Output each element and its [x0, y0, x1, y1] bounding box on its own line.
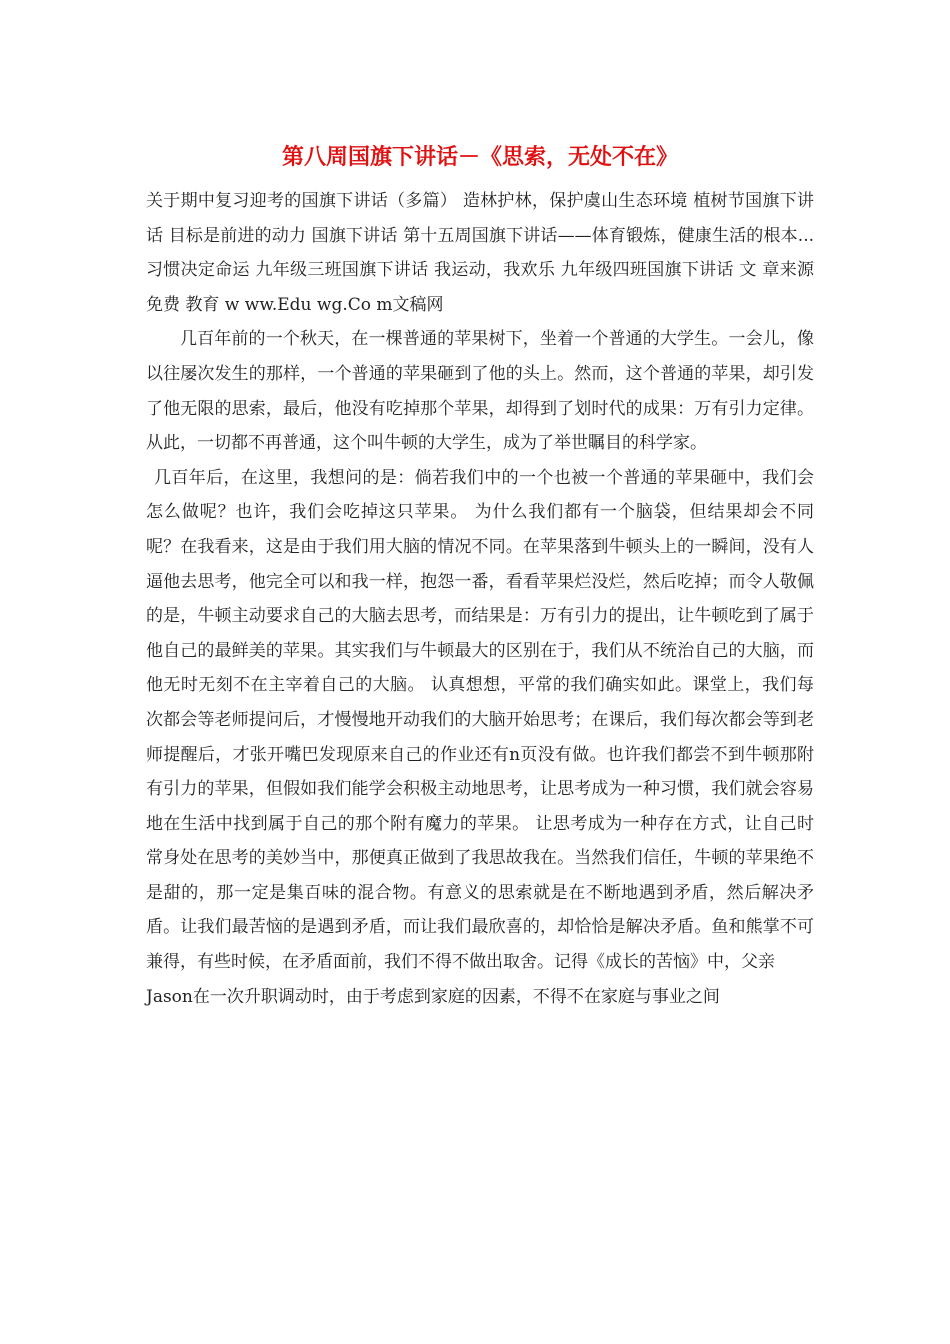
body-paragraph-2: 几百年后，在这里，我想问的是：倘若我们中的一个也被一个普通的苹果砸中，我们会怎么做呢？也许，我们会吃掉这只苹果。 为什么我们都有一个脑袋，但结果却会不同呢？在我看来，这是由于我们用大脑的情况不同。在苹果落到牛顿头上的一瞬间，没有人逼他去思考，他完全可以和我一样，抱怨一番，看看苹果烂没烂，然后吃掉；而令人敬佩的是，牛顿主动要求自己的大脑去思考，而结果是：万有引力的提出，让牛顿吃到了属于他自己的最鲜美的苹果。其实我们与牛顿最大的区别在于，我们从不统治自己的大脑，而他无时无刻不在主宰着自己的大脑。 认真想想，平常的我们确实如此。课堂上，我们每次都会等老师提问后，才慢慢地开动我们的大脑开始思考；在课后，我们每次都会等到老师提醒后，才张开嘴巴发现原来自己的作业还有n页没有做。也许我们都尝不到牛顿那附有引力的苹果，但假如我们能学会积极主动地思考，让思考成为一种习惯，我们就会容易地在生活中找到属于自己的那个附有魔力的苹果。 让思考成为一种存在方式，让自己时常身处在思考的美妙当中，那便真正做到了我思故我在。当然我们信任，牛顿的苹果绝不是甜的，那一定是集百味的混合物。有意义的思索就是在不断地遇到矛盾，然后解决矛盾。让我们最苦恼的是遇到矛盾，而让我们最欣喜的，却恰恰是解决矛盾。鱼和熊掌不可兼得，有些时候，在矛盾面前，我们不得不做出取舍。记得《成长的苦恼》中，父亲 [146, 467, 814, 973]
document-page [146, 142, 814, 1014]
document-title: 第八周国旗下讲话－《思索，无处不在》 [281, 145, 678, 170]
body-paragraph-3: Jason在一次升职调动时，由于考虑到家庭的因素，不得不在家庭与事业之间 [146, 986, 720, 1007]
intro-paragraph: 关于期中复习迎考的国旗下讲话（多篇） 造林护林，保护虞山生态环境 植树节国旗下讲话 目标是前进的动力 国旗下讲话 第十五周国旗下讲话——体育锻炼，健康生活的根本... 习惯决定命运 九年级三班国旗下讲话 我运动，我欢乐 九年级四班国旗下讲话 文 章来源免费 教育 w ww.Edu wg.Co m文稿网 [146, 191, 814, 315]
body-paragraph-1: 几百年前的一个秋天，在一棵普通的苹果树下，坐着一个普通的大学生。一会儿，像以往屡次发生的那样，一个普通的苹果砸到了他的头上。然而，这个普通的苹果，却引发了他无限的思索，最后，他没有吃掉那个苹果，却得到了划时代的成果：万有引力定律。从此，一切都不再普通，这个叫牛顿的大学生，成为了举世瞩目的科学家。 [146, 329, 814, 454]
